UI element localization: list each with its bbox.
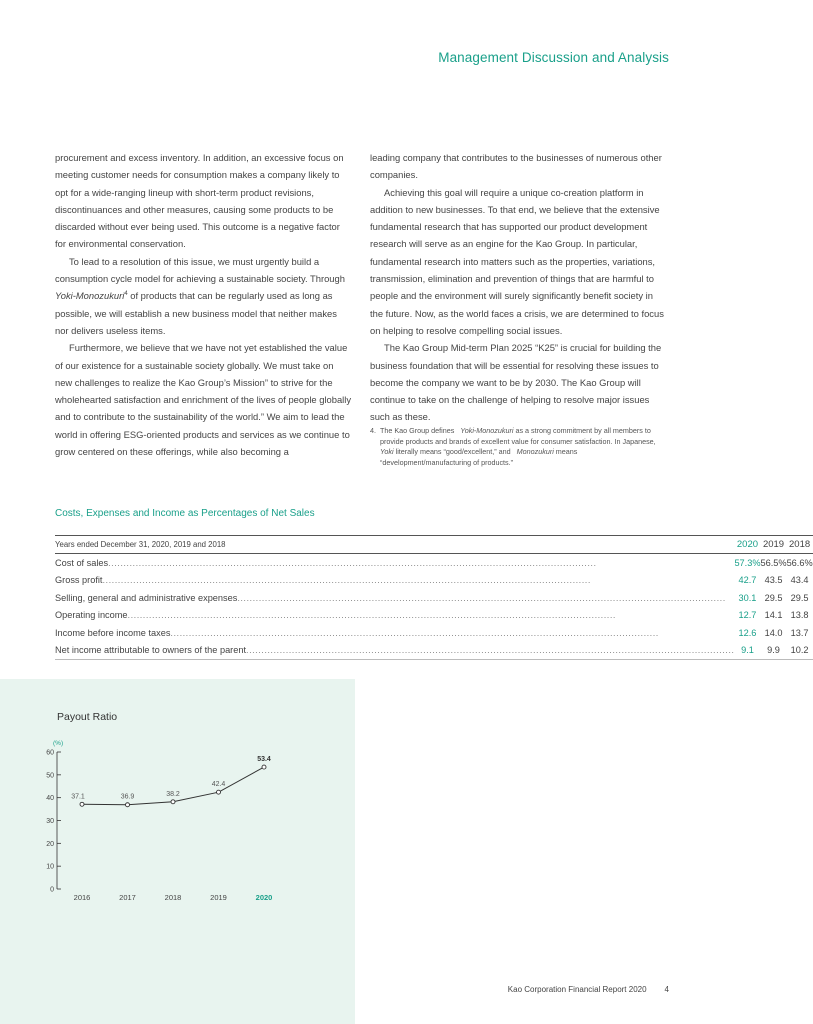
paragraph: Furthermore, we believe that we have not yet established the value of our existence for a sustainable society globally. We must take on new challenges to realize the Kao Group’s Mission” to strive for the wholehearted satisfaction and enrichment of the lives of people globally and to contribute to the sustainability of the world.” We aim to lead the world in offering ESG-oriented products and services as we continue to grow centered on these offerings, while also becoming a [55, 342, 352, 458]
paragraph: Achieving this goal will require a unique co-creation platform in addition to new businesses. To that end, we believe that the extensive fundamental research that has supported our product development research will serve as an engine for the Kao Group. In particular, fundamental research into matters such as the properties, variations, transmission, elimination and prevention of things that are harmful to people and the environment will surely significantly benefit society in the future. Now, as the world faces a crisis, we are determined to focus on helping to resolve compelling social issues. [370, 186, 664, 336]
value-cell: 43.5 [764, 575, 783, 586]
value-cell: 14.1 [764, 610, 783, 621]
x-tick-label: 2018 [164, 893, 182, 902]
table-row [55, 642, 813, 660]
value-cell-current: 30.1 [738, 592, 757, 603]
table-row [55, 554, 813, 572]
table-header-row [55, 536, 813, 554]
row-label [55, 624, 734, 642]
row-label [55, 589, 734, 607]
paragraph: procurement and excess inventory. In addition, an excessive focus on meeting customer needs for consumption makes a company likely to opt for a wide-ranging lineup with short-term product revisions, discontinuances and other measures, causing some products to be discarded without ever being used. This outcome is a negative factor for environmental conservation. [55, 152, 344, 250]
row-label [55, 554, 734, 572]
value-cell: 43.4 [790, 575, 809, 586]
footnote-text: means “development/manufacturing of products.” [380, 447, 578, 468]
value-cell-current: 12.7 [738, 610, 757, 621]
row-label-text: Selling, general and administrative expenses [55, 592, 238, 603]
data-label: 38.2 [166, 790, 180, 798]
value-cell: 13.8 [790, 610, 809, 621]
costs-table [55, 535, 813, 660]
data-point [171, 800, 175, 804]
value-cell-current: 57.3% [734, 557, 761, 568]
page-number: 4 [664, 985, 669, 994]
y-tick-label: 20 [46, 840, 54, 848]
body-column-left [55, 149, 353, 460]
value-cell-current: 12.6 [738, 627, 757, 638]
y-tick-label: 30 [46, 818, 54, 825]
italic-term: Yoki-Monozukuri [55, 290, 125, 302]
payout-line [82, 767, 264, 805]
leader-dots: ................................................................................................................................................................ [246, 645, 735, 656]
italic-term: Yoki [380, 447, 394, 457]
value-cell: 9.9 [761, 642, 787, 660]
data-point [80, 802, 84, 806]
footnote-ref: 4 [124, 291, 128, 298]
section-header-title: Management Discussion and Analysis [438, 50, 669, 65]
y-unit-label: (%) [53, 740, 64, 747]
year-header-current: 2020 [734, 536, 760, 554]
value-cell: 14.0 [764, 627, 783, 638]
leader-dots: ................................................................................................................................................................ [102, 575, 591, 586]
footnote-text: literally means “good/excellent,” and [393, 447, 513, 457]
row-label-text: Income before income taxes [55, 627, 171, 638]
page-footer [508, 985, 669, 994]
table-row [55, 572, 813, 590]
italic-term: Monozukuri [516, 447, 554, 457]
data-label: 42.4 [211, 781, 226, 789]
table-row [55, 607, 813, 625]
y-tick-label: 40 [46, 795, 54, 803]
data-label: 36.9 [120, 793, 135, 801]
value-cell: 29.5 [764, 592, 783, 603]
y-tick-label: 60 [46, 749, 54, 757]
x-tick-label: 2019 [210, 893, 227, 902]
leader-dots: ................................................................................................................................................................ [127, 610, 616, 621]
row-label [55, 572, 734, 590]
footnote-text: as a strong commitment by all members to provide products and brands of excellent value for consumer satisfaction. In Japanese, [380, 425, 656, 446]
value-cell: 56.6% [786, 557, 813, 568]
value-cell: 10.2 [787, 642, 813, 660]
value-cell: 56.5% [760, 557, 787, 568]
table-header-label: Years ended December 31, 2020, 2019 and 2018 [55, 536, 734, 554]
value-cell-current: 42.7 [738, 575, 757, 586]
row-label-text: Gross profit [55, 575, 103, 586]
text-span: of products that can be regularly used as long as possible, we will establish a new business model that neither makes nor delivers useless items. [55, 290, 337, 336]
footnote-text: The Kao Group defines [380, 425, 457, 435]
leader-dots: ................................................................................................................................................................ [108, 557, 597, 568]
table-row [55, 589, 813, 607]
data-point [262, 765, 266, 769]
body-column-right [370, 149, 668, 469]
x-tick-label: 2020 [255, 893, 273, 902]
leader-dots: ................................................................................................................................................................ [170, 627, 659, 638]
year-header: 2018 [787, 536, 813, 554]
data-point [217, 790, 221, 794]
data-label: 37.1 [71, 793, 85, 801]
x-tick-label: 2017 [119, 893, 136, 902]
data-point [126, 803, 130, 807]
paragraph: leading company that contributes to the businesses of numerous other companies. [370, 152, 662, 181]
paragraph: The Kao Group Mid-term Plan 2025 “K25” is crucial for building the business foundation that will be essential for resolving these issues to become the company we want to be by 2030. The Kao Group will continue to take on the challenge of helping to resolve major issues such as these. [370, 342, 662, 423]
y-tick-label: 10 [46, 863, 54, 871]
payout-ratio-chart [40, 730, 330, 910]
row-label-text: Operating income [55, 610, 128, 621]
text-span: To lead to a resolution of this issue, we must urgently build a consumption cycle model for achieving a sustainable society. [55, 255, 320, 285]
value-cell-current: 9.1 [734, 642, 760, 660]
row-label [55, 642, 734, 660]
row-label [55, 607, 734, 625]
row-label-text: Net income attributable to owners of the parent [55, 645, 247, 656]
row-label-text: Cost of sales [55, 557, 109, 568]
footnote [370, 426, 668, 469]
y-tick-label: 0 [50, 886, 54, 894]
footnote-marker: 4. [370, 425, 376, 435]
payout-chart-title: Payout Ratio [57, 711, 118, 723]
paragraph [55, 253, 353, 339]
italic-term: Yoki-Monozukuri [460, 425, 514, 435]
text-span: Through [310, 273, 345, 285]
y-tick-label: 50 [46, 772, 54, 780]
value-cell: 29.5 [790, 592, 809, 603]
table-row [55, 624, 813, 642]
data-label: 53.4 [257, 756, 271, 764]
x-tick-label: 2016 [73, 893, 91, 902]
footer-title: Kao Corporation Financial Report 2020 [507, 985, 647, 994]
value-cell: 13.7 [790, 627, 809, 638]
year-header: 2019 [761, 536, 787, 554]
costs-table-title: Costs, Expenses and Income as Percentages of Net Sales [55, 508, 315, 519]
leader-dots: ................................................................................................................................................................ [237, 592, 726, 603]
